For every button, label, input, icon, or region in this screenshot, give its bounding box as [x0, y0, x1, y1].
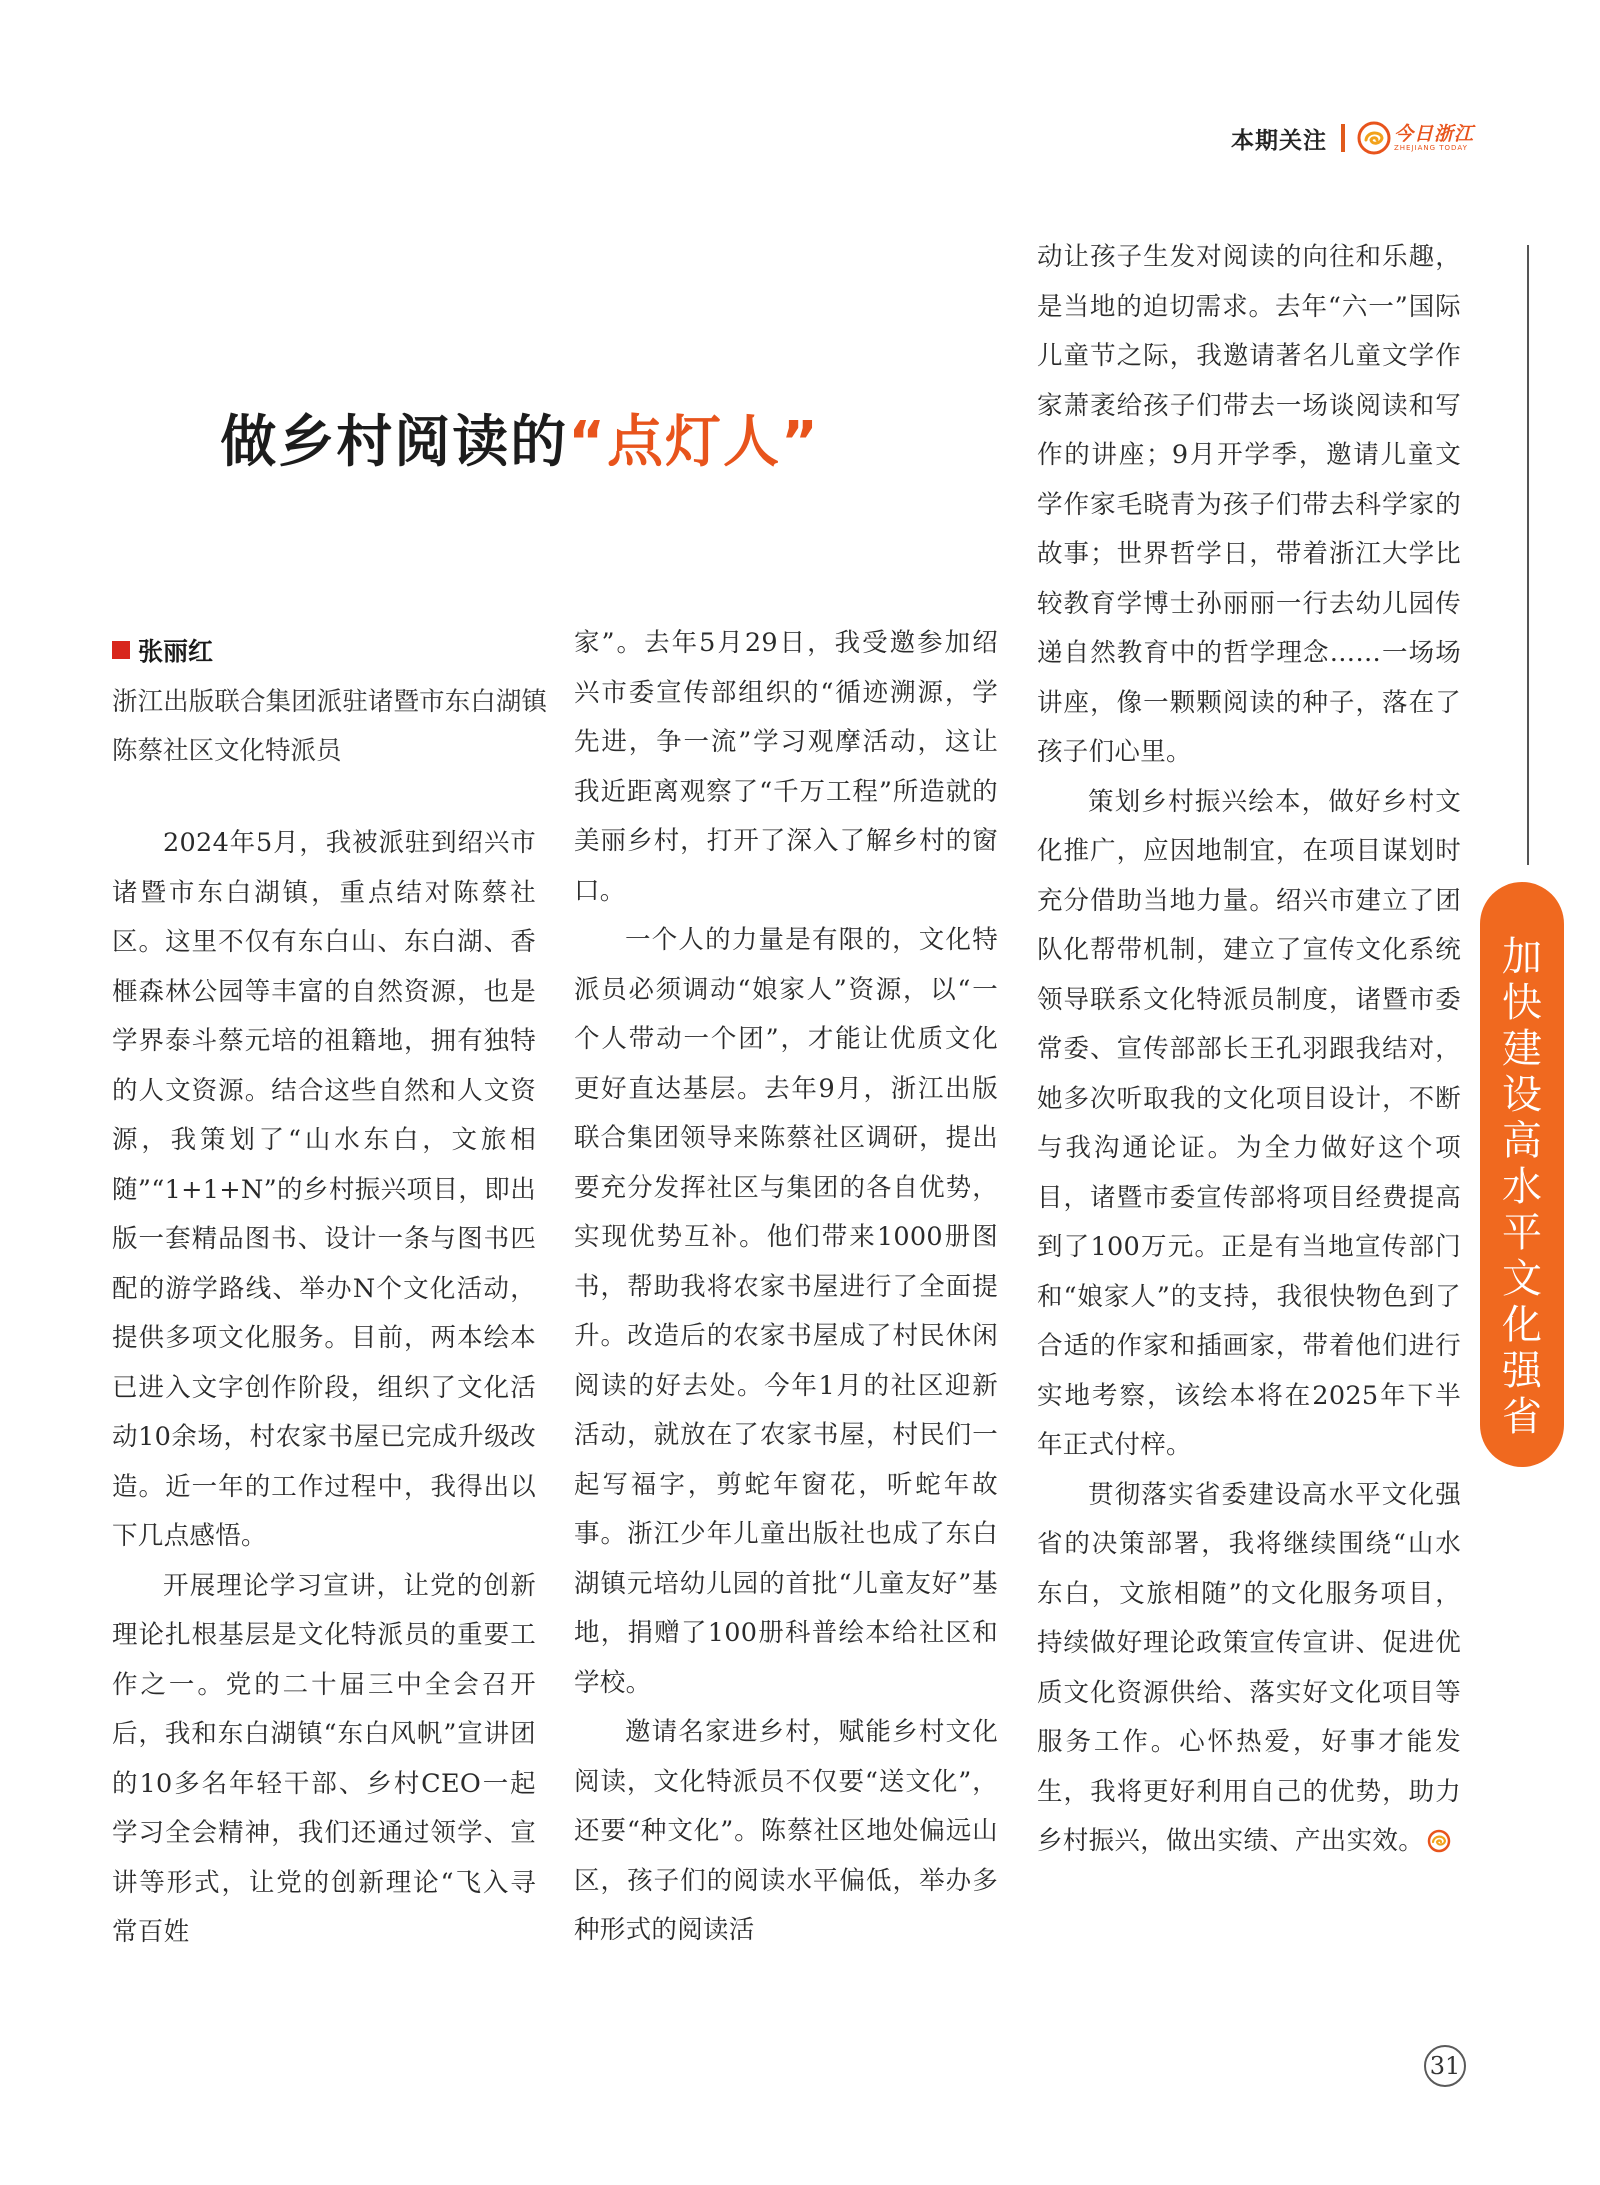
- side-tab-char: 省: [1502, 1394, 1542, 1440]
- side-tab-char: 平: [1502, 1210, 1542, 1256]
- magazine-logo: [1357, 121, 1474, 155]
- side-tab-char: 设: [1502, 1072, 1542, 1118]
- author-name: 张丽红: [138, 637, 214, 666]
- side-tab-char: 快: [1502, 980, 1542, 1026]
- paragraph: 开展理论学习宣讲，让党的创新理论扎根基层是文化特派员的重要工作之一。党的二十届三中全会召开后，我和东白湖镇“东白风帆”宣讲团的10多名年轻干部、乡村CEO一起学习全会精神，我们还通过领学、宣讲等形式，让党的创新理论“飞入寻常百姓: [112, 1570, 536, 1947]
- title-highlight: “点灯人”: [568, 410, 820, 475]
- article-column-1: [112, 819, 536, 1958]
- logo-swirl-icon: [1357, 121, 1391, 155]
- logo-english-text: ZHEJIANG TODAY: [1393, 143, 1468, 152]
- side-tab-text: [1480, 934, 1564, 1440]
- title-main: 做乡村阅读的: [220, 410, 569, 475]
- page-header: [1231, 118, 1474, 158]
- red-square-icon: [112, 641, 130, 659]
- article-title: [0, 398, 1040, 478]
- side-tab-char: 强: [1502, 1348, 1542, 1394]
- article-column-3: [1037, 233, 1461, 1867]
- paragraph: 一个人的力量是有限的，文化特派员必须调动“娘家人”资源，以“一个人带动一个团”，才能让优质文化更好直达基层。去年9月，浙江出版联合集团领导来陈蔡社区调研，提出要充分发挥社区与集团的各自优势，实现优势互补。他们带来1000册图书，帮助我将农家书屋进行了全面提升。改造后的农家书屋成了村民休闲阅读的好去处。今年1月的社区迎新活动，就放在了农家书屋，村民们一起写福字，剪蛇年窗花，听蛇年故事。浙江少年儿童出版社也成了东白湖镇元培幼儿园的首批“儿童友好”基地，捐赠了100册科普绘本给社区和学校。: [574, 925, 998, 1698]
- article-column-2: [574, 619, 998, 1956]
- side-tab-char: 化: [1502, 1302, 1542, 1348]
- paragraph-text: 贯彻落实省委建设高水平文化强省的决策部署，我将继续围绕“山水东白，文旅相随”的文化服务项目，持续做好理论政策宣传宣讲、促进优质文化资源供给、落实好文化项目等服务工作。心怀热爱，好事才能发生，我将更好利用自己的优势，助力乡村振兴，做出实绩、产出实效。: [1037, 1479, 1461, 1856]
- page-number: 31: [1424, 2045, 1466, 2087]
- vertical-rule: [1527, 245, 1529, 865]
- side-tab-char: 水: [1502, 1164, 1542, 1210]
- side-tab-char: 文: [1502, 1256, 1542, 1302]
- closing-paragraph: [1037, 1471, 1461, 1867]
- side-tab-char: 加: [1502, 934, 1542, 980]
- paragraph: 邀请名家进乡村，赋能乡村文化阅读，文化特派员不仅要“送文化”，还要“种文化”。陈蔡社区地处偏远山区，孩子们的阅读水平偏低，举办多种形式的阅读活: [574, 1717, 998, 1945]
- author-affiliation: 浙江出版联合集团派驻诸暨市东白湖镇陈蔡社区文化特派员: [112, 687, 547, 766]
- end-mark-logo-icon: [1427, 1829, 1451, 1853]
- section-side-tab: [1480, 882, 1564, 1467]
- side-tab-char: 高: [1502, 1118, 1542, 1164]
- paragraph: 2024年5月，我被派驻到绍兴市诸暨市东白湖镇，重点结对陈蔡社区。这里不仅有东白山、东白湖、香榧森林公园等丰富的自然资源，也是学界泰斗蔡元培的祖籍地，拥有独特的人文资源。结合这些自然和人文资源，我策划了“山水东白，文旅相随”“1+1+N”的乡村振兴项目，即出版一套精品图书、设计一条与图书匹配的游学路线、举办N个文化活动，提供多项文化服务。目前，两本绘本已进入文字创作阶段，组织了文化活动10余场，村农家书屋已完成升级改造。近一年的工作过程中，我得出以下几点感悟。: [112, 828, 536, 1551]
- paragraph: 家”。去年5月29日，我受邀参加绍兴市委宣传部组织的“循迹溯源，学先进，争一流”学习观摩活动，这让我近距离观察了“千万工程”所造就的美丽乡村，打开了深入了解乡村的窗口。: [574, 628, 998, 906]
- author-byline: [112, 632, 213, 668]
- section-label: 本期关注: [1230, 127, 1327, 154]
- paragraph: 动让孩子生发对阅读的向往和乐趣，是当地的迫切需求。去年“六一”国际儿童节之际，我邀请著名儿童文学作家萧袤给孩子们带去一场谈阅读和写作的讲座；9月开学季，邀请儿童文学作家毛晓青为孩子们带去科学家的故事；世界哲学日，带着浙江大学比较教育学博士孙丽丽一行去幼儿园传递自然教育中的哲学理念……一场场讲座，像一颗颗阅读的种子，落在了孩子们心里。: [1037, 242, 1461, 767]
- paragraph: 策划乡村振兴绘本，做好乡村文化推广，应因地制宜，在项目谋划时充分借助当地力量。绍兴市建立了团队化帮带机制，建立了宣传文化系统领导联系文化特派员制度，诸暨市委常委、宣传部部长王孔羽跟我结对，她多次听取我的文化项目设计，不断与我沟通论证。为全力做好这个项目，诸暨市委宣传部将项目经费提高到了100万元。正是有当地宣传部门和“娘家人”的支持，我很快物色到了合适的作家和插画家，带着他们进行实地考察，该绘本将在2025年下半年正式付梓。: [1037, 786, 1461, 1460]
- header-divider: [1341, 124, 1345, 152]
- side-tab-char: 建: [1502, 1026, 1542, 1072]
- logo-chinese-text: 今日浙江: [1393, 122, 1474, 145]
